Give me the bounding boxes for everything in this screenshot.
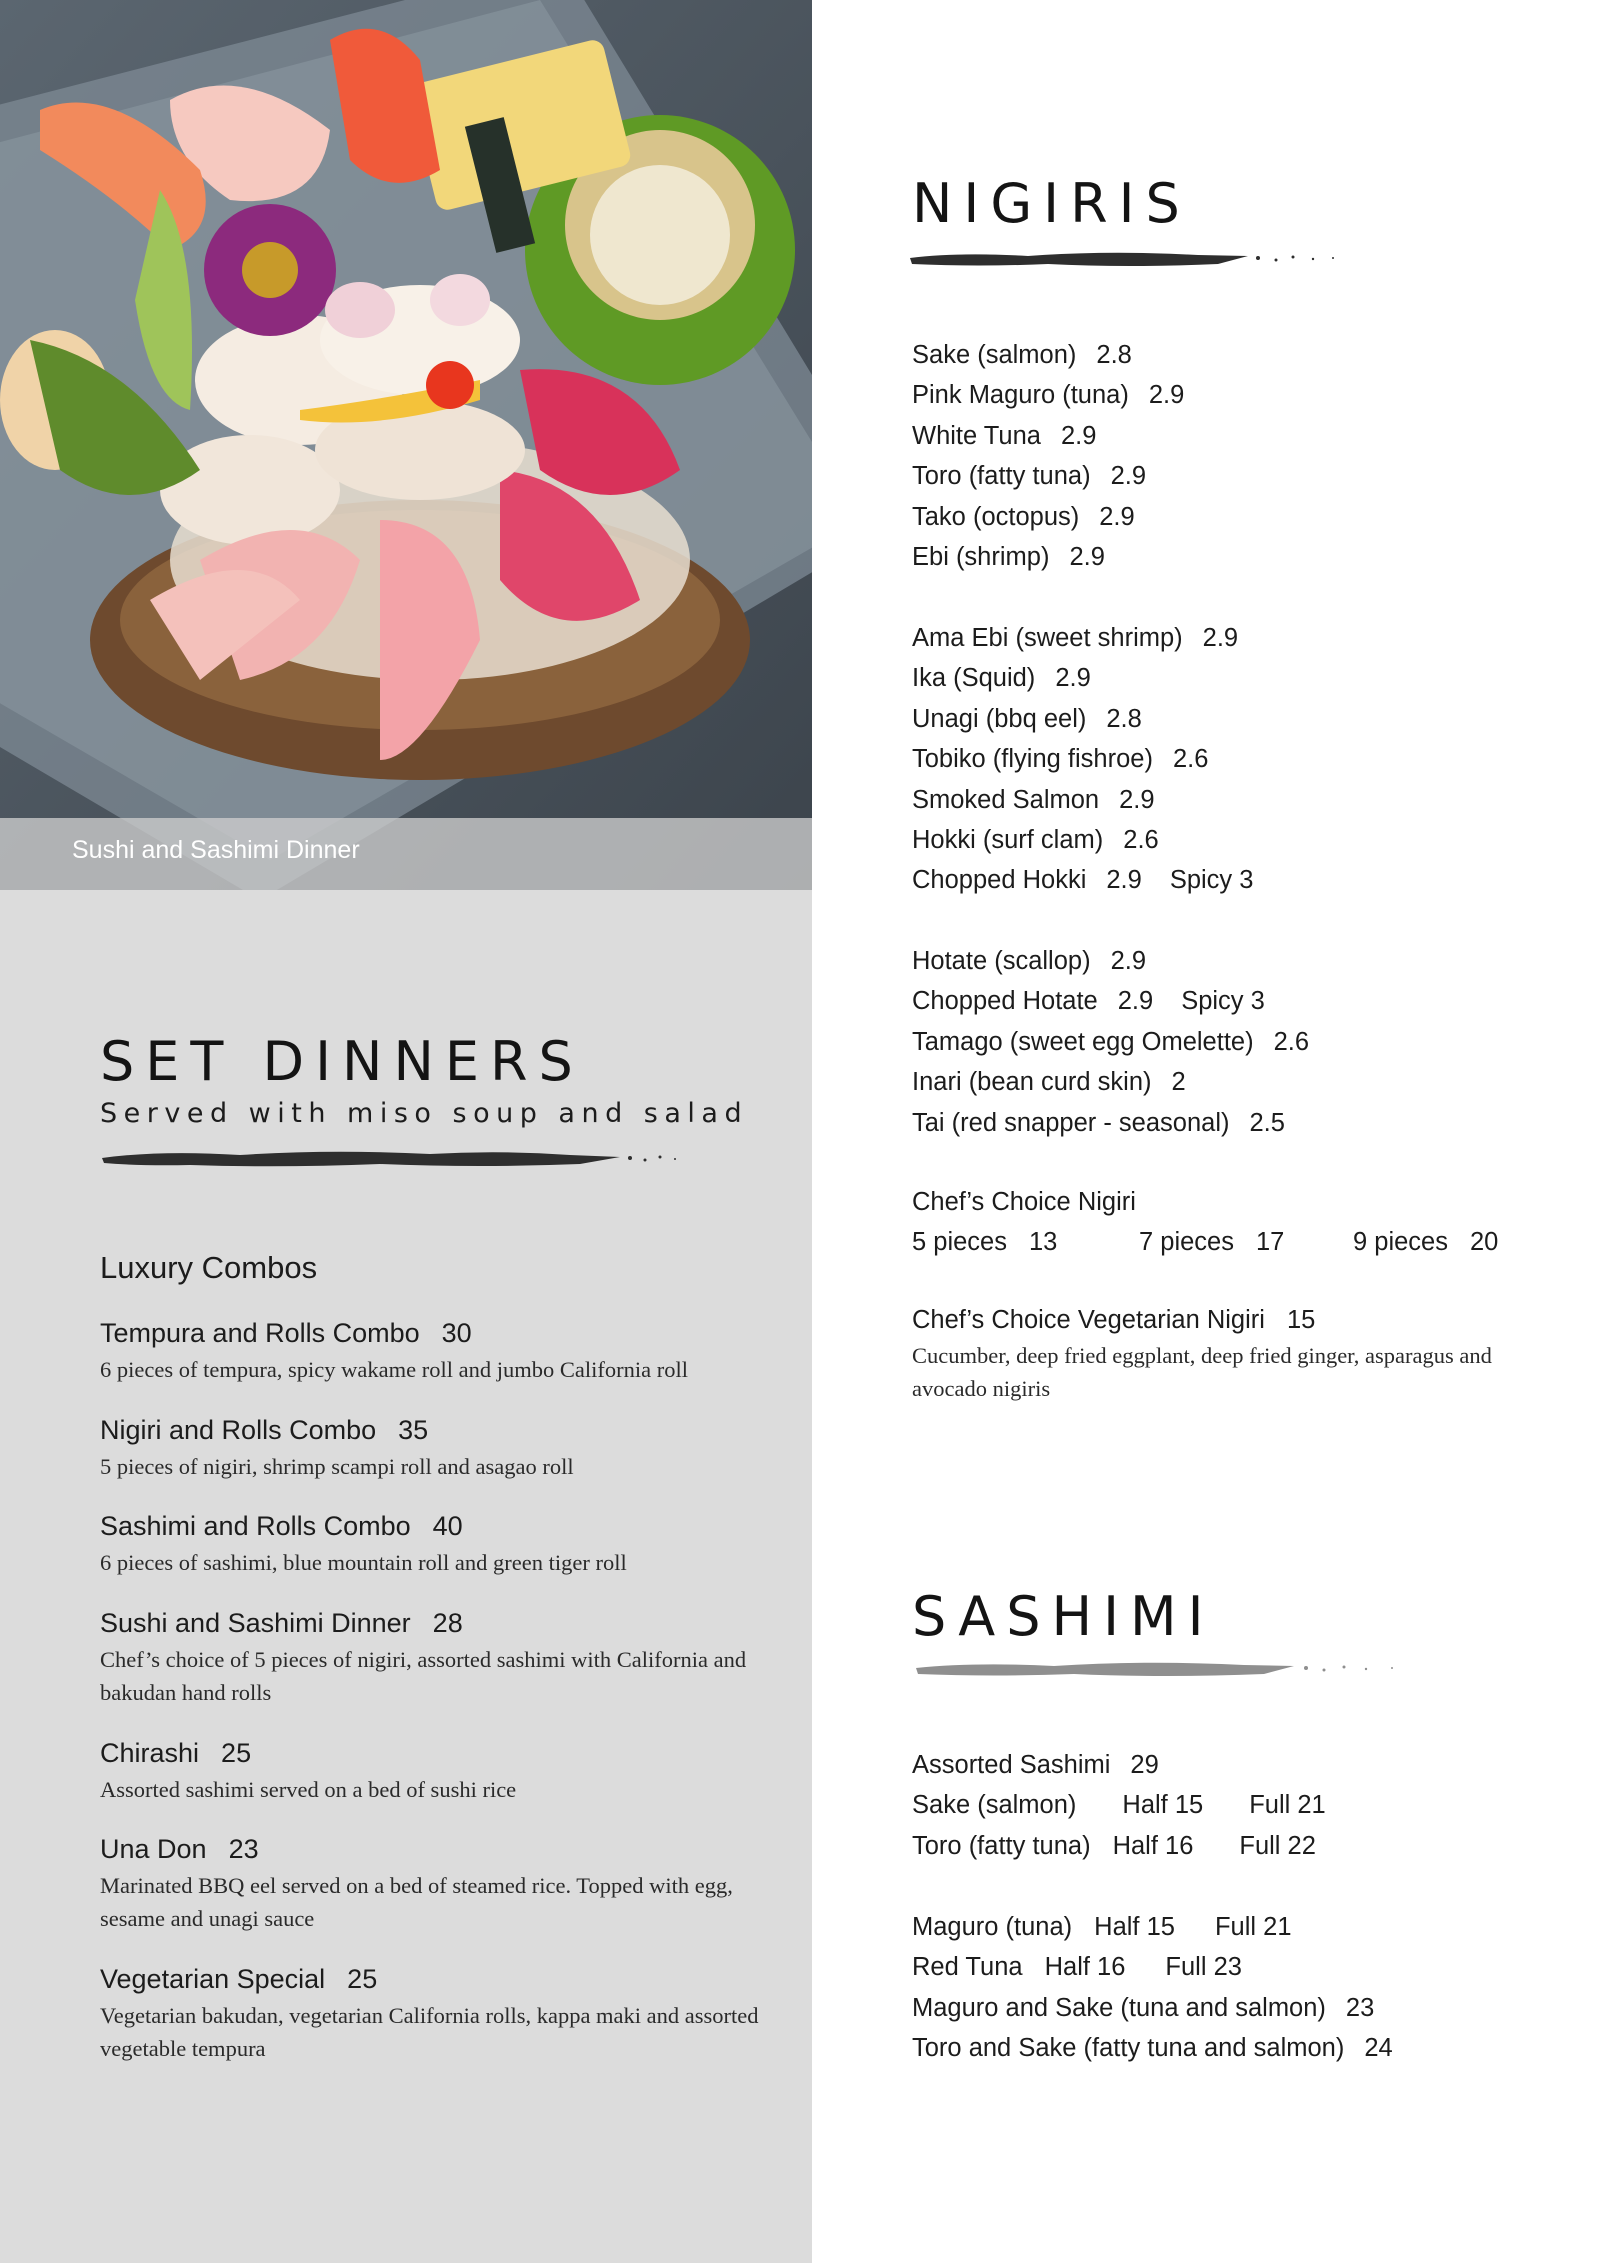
menu-item: Toro (fatty tuna) 2.9 — [912, 462, 1147, 491]
sushi-photo — [0, 0, 812, 890]
menu-item: Pink Maguro (tuna) 2.9 — [912, 381, 1185, 410]
menu-item: Smoked Salmon 2.9 — [912, 785, 1155, 814]
veg-nigiri-description: Cucumber, deep fried eggplant, deep fried ginger, asparagus and avocado nigiris — [912, 1343, 1492, 1401]
combo-price: 30 — [441, 1318, 472, 1348]
combo-description: Vegetarian bakudan, vegetarian California rolls, kappa maki and assorted vegetable tempura — [100, 2003, 759, 2061]
combo-description: Marinated BBQ eel served on a bed of steamed rice. Topped with egg, sesame and unagi sauce — [100, 1873, 733, 1931]
set-dinners-heading: SET DINNERS — [100, 1030, 584, 1093]
nigiris-heading: NIGIRIS — [912, 172, 1191, 235]
combo-name: Chirashi — [100, 1738, 200, 1768]
combo-item — [100, 1318, 780, 1386]
chefs-choice-title: Chef’s Choice Nigiri — [912, 1188, 1136, 1216]
combo-item — [100, 1964, 780, 2065]
brush-stroke-set-dinners — [100, 1146, 690, 1172]
combo-description: 6 pieces of tempura, spicy wakame roll and jumbo California roll — [100, 1357, 688, 1382]
combo-name: Vegetarian Special — [100, 1964, 326, 1994]
combo-name: Nigiri and Rolls Combo — [100, 1415, 377, 1445]
set-dinners-subtitle: Served with miso soup and salad — [100, 1098, 749, 1129]
nigiri-list-3 — [912, 941, 1309, 1143]
combo-description: Chef’s choice of 5 pieces of nigiri, assorted sashimi with California and bakudan hand rolls — [100, 1647, 747, 1705]
menu-item: Maguro and Sake (tuna and salmon) 23 — [912, 1993, 1375, 2022]
menu-item: Tai (red snapper - seasonal) 2.5 — [912, 1108, 1285, 1137]
photo-caption: Sushi and Sashimi Dinner — [72, 836, 360, 864]
menu-item: Ebi (shrimp) 2.9 — [912, 542, 1105, 571]
combo-item — [100, 1608, 780, 1709]
menu-item: Chopped Hokki 2.9 Spicy 3 — [912, 866, 1254, 895]
combo-name: Tempura and Rolls Combo — [100, 1318, 420, 1348]
combo-price: 35 — [398, 1415, 429, 1445]
menu-item: Unagi (bbq eel) 2.8 — [912, 704, 1142, 733]
vegetarian-nigiri — [912, 1306, 1512, 1405]
chefs-choice-option: 9 pieces 20 — [1353, 1228, 1499, 1256]
nigiri-list-1 — [912, 335, 1184, 577]
combo-price: 40 — [432, 1511, 463, 1541]
combo-price: 28 — [432, 1608, 463, 1638]
sashimi-list-2 — [912, 1907, 1393, 2069]
combo-name: Sushi and Sashimi Dinner — [100, 1608, 411, 1638]
chefs-choice-option: 5 pieces 13 — [912, 1228, 1058, 1256]
combo-item — [100, 1834, 780, 1935]
sashimi-list-1 — [912, 1745, 1326, 1866]
menu-item: Sake (salmon) 2.8 — [912, 341, 1132, 369]
combo-item — [100, 1415, 780, 1483]
menu-item: Assorted Sashimi 29 — [912, 1751, 1159, 1779]
combo-price: 25 — [221, 1738, 252, 1768]
combo-name: Una Don — [100, 1834, 207, 1864]
menu-item: Ama Ebi (sweet shrimp) 2.9 — [912, 624, 1239, 652]
menu-item: Sake (salmon) Half 15 Full 21 — [912, 1791, 1326, 1820]
sashimi-heading: SASHIMI — [912, 1585, 1215, 1648]
menu-item: Ika (Squid) 2.9 — [912, 664, 1091, 693]
menu-item: Toro (fatty tuna) Half 16 Full 22 — [912, 1831, 1316, 1860]
brush-stroke-sashimi — [914, 1656, 1424, 1682]
brush-stroke-nigiris — [908, 246, 1358, 272]
menu-item: Tako (octopus) 2.9 — [912, 502, 1135, 531]
menu-item: Red Tuna Half 16 Full 23 — [912, 1953, 1242, 1982]
combo-description: Assorted sashimi served on a bed of sushi rice — [100, 1777, 517, 1802]
luxury-combos-label: Luxury Combos — [100, 1250, 318, 1285]
menu-item: Maguro (tuna) Half 15 Full 21 — [912, 1913, 1292, 1941]
chefs-choice-option: 7 pieces 17 — [1139, 1228, 1285, 1256]
menu-item: Hotate (scallop) 2.9 — [912, 947, 1147, 975]
menu-item: Hokki (surf clam) 2.6 — [912, 825, 1159, 854]
nigiri-list-2 — [912, 618, 1253, 901]
menu-item: Toro and Sake (fatty tuna and salmon) 24 — [912, 2034, 1393, 2063]
combo-item — [100, 1738, 780, 1806]
combo-description: 6 pieces of sashimi, blue mountain roll and green tiger roll — [100, 1550, 627, 1575]
menu-item: White Tuna 2.9 — [912, 421, 1097, 450]
menu-item: Inari (bean curd skin) 2 — [912, 1068, 1186, 1097]
veg-nigiri-price: 15 — [1286, 1306, 1316, 1334]
combo-name: Sashimi and Rolls Combo — [100, 1511, 411, 1541]
menu-item: Tobiko (flying fishroe) 2.6 — [912, 745, 1209, 774]
combo-item — [100, 1511, 780, 1579]
menu-item: Chopped Hotate 2.9 Spicy 3 — [912, 987, 1265, 1016]
combo-price: 25 — [347, 1964, 378, 1994]
combo-description: 5 pieces of nigiri, shrimp scampi roll and asagao roll — [100, 1454, 574, 1479]
combo-price: 23 — [228, 1834, 259, 1864]
veg-nigiri-name: Chef’s Choice Vegetarian Nigiri — [912, 1306, 1265, 1334]
menu-item: Tamago (sweet egg Omelette) 2.6 — [912, 1027, 1310, 1056]
